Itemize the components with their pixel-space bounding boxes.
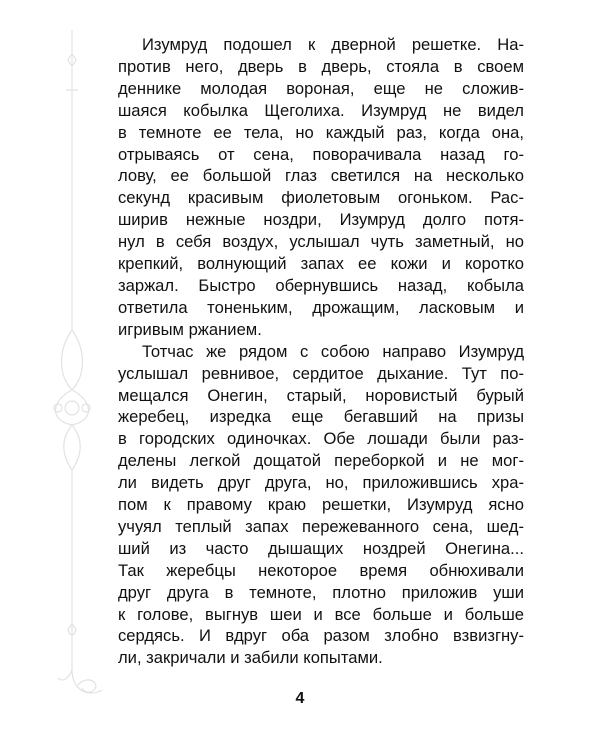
text-line: Изумруд подошел к дверной решетке. На-	[142, 35, 524, 54]
page-number: 4	[295, 690, 305, 707]
text-line: ший из часто дышащих ноздрей Онегина...	[118, 538, 524, 558]
text-line: Тотчас же рядом с собою направо Изумруд	[142, 341, 524, 361]
text-line: отрываясь от сена, поворачивала назад го-	[118, 144, 524, 164]
text-line: нул в себя воздух, услышал чуть заметный, но	[118, 232, 524, 252]
text-line: в городских одиночках. Обе лошади были раз-	[118, 429, 524, 449]
text-line: секунд красивым фиолетовым огоньком. Рас-	[118, 188, 524, 208]
text-line: лову, ее большой глаз светился на несколько	[118, 166, 524, 186]
text-line: заржал. Быстро обернувшись назад, кобыла	[118, 275, 524, 295]
text-line: игривым ржанием.	[118, 319, 262, 339]
decorative-border-ornament	[38, 30, 108, 720]
text-line: друг друга в темноте, плотно приложив уши	[118, 582, 524, 602]
text-line: шаяся кобылка Щеголиха. Изумруд не видел	[118, 100, 524, 120]
paragraph-1	[118, 34, 524, 341]
text-line: крепкий, волнующий запах ее кожи и коротко	[118, 254, 524, 274]
text-line: ширив нежные ноздри, Изумруд долго потя-	[118, 210, 524, 230]
text-line: жеребец, изредка еще бегавший на призы	[118, 407, 524, 427]
text-line: в темноте ее тела, но каждый раз, когда она,	[118, 122, 524, 142]
text-line: против него, дверь в дверь, стояла в своем	[118, 56, 524, 76]
text-line: ли, закричали и забили копытами.	[118, 648, 383, 668]
text-line: делены легкой дощатой переборкой и не мог-	[118, 451, 524, 471]
text-line: сердясь. И вдруг оба разом злобно взвизгну-	[118, 626, 524, 646]
text-line: мещался Онегин, старый, норовистый бурый	[118, 385, 524, 405]
text-line: учуял теплый запах пережеванного сена, шед-	[118, 516, 524, 536]
text-line: ли видеть друг друга, но, приложившись хра-	[118, 473, 524, 493]
text-line: пом к правому краю решетки, Изумруд ясно	[118, 495, 524, 515]
body-text	[118, 34, 524, 669]
text-line: услышал ревнивое, сердитое дыхание. Тут по-	[118, 363, 524, 383]
paragraph-2	[118, 341, 524, 670]
text-line: деннике молодая вороная, еще не сложив-	[118, 78, 524, 98]
text-line: ответила тоненьким, дрожащим, ласковым и	[118, 297, 524, 317]
text-line: Так жеребцы некоторое время обнюхивали	[118, 560, 524, 580]
text-line: к голове, выгнув шеи и все больше и больше	[118, 604, 524, 624]
